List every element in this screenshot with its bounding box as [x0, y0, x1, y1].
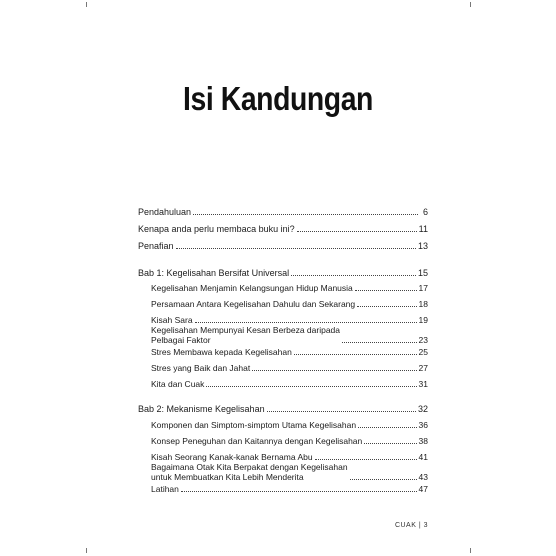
toc-entry-title: Stres yang Baik dan Jahat: [151, 363, 251, 373]
toc-entry-page: 38: [418, 436, 428, 446]
toc-entry-title: Kenapa anda perlu membaca buku ini?: [138, 224, 295, 234]
toc-entry[interactable]: [138, 203, 428, 217]
toc-entry-title: Latihan: [151, 484, 179, 494]
dot-leader: [267, 410, 416, 412]
crop-mark: [86, 2, 87, 7]
toc-entry-title: Stres Membawa kepada Kegelisahan: [151, 347, 292, 357]
toc-subentry[interactable]: [151, 458, 428, 482]
crop-mark: [470, 2, 471, 7]
toc-entry-title: Kisah Seorang Kanak-kanak Bernama Abu: [151, 452, 313, 462]
page-footer: CUAK | 3: [394, 522, 428, 529]
dot-leader: [297, 230, 417, 232]
dot-leader: [181, 490, 417, 492]
toc-subentry[interactable]: [151, 279, 428, 293]
dot-leader: [206, 385, 416, 387]
toc-subentry[interactable]: [151, 321, 428, 345]
crop-mark: [86, 548, 87, 553]
toc-entry-title: Konsep Peneguhan dan Kaitannya dengan Kegelisahan: [151, 436, 363, 446]
toc-entry-title-line2: Pelbagai Faktor: [151, 335, 211, 345]
dot-leader: [193, 213, 418, 215]
toc-entry-page: 18: [418, 299, 428, 309]
toc-entry[interactable]: [138, 237, 428, 251]
dot-leader: [364, 442, 416, 444]
toc-entry-page: 6: [422, 207, 428, 217]
toc-chapter[interactable]: [138, 264, 428, 278]
toc-entry-title: Komponen dan Simptom-simptom Utama Kegelisahan: [151, 420, 357, 430]
toc-entry-page: 25: [418, 347, 428, 357]
dot-leader: [355, 289, 417, 291]
toc-entry[interactable]: [138, 220, 428, 234]
toc-entry-page: 41: [418, 452, 428, 462]
toc-entry-title: Bab 2: Mekanisme Kegelisahan: [138, 404, 265, 414]
toc-entry-page: 47: [418, 484, 428, 494]
toc-subentry[interactable]: [151, 295, 428, 309]
toc-entry-title: Pendahuluan: [138, 207, 192, 217]
toc-subentry[interactable]: [151, 432, 428, 446]
toc-entry-title: Persamaan Antara Kegelisahan Dahulu dan Sekarang: [151, 299, 356, 309]
crop-mark: [470, 548, 471, 553]
toc-entry-page: 11: [418, 224, 428, 234]
toc-entry-title: Kegelisahan Menjamin Kelangsungan Hidup Manusia: [151, 283, 353, 293]
page-title: Isi Kandungan: [183, 80, 373, 117]
dot-leader: [294, 353, 417, 355]
toc-entry-page: 13: [417, 241, 428, 251]
toc-entry-page: 36: [418, 420, 428, 430]
dot-leader: [358, 426, 416, 428]
dot-leader: [176, 247, 416, 249]
toc-entry-page: 31: [418, 379, 428, 389]
toc-entry-title: Penafian: [138, 241, 174, 251]
toc-entry-title: Bagaimana Otak Kita Berpakat dengan Kegelisahan: [151, 462, 348, 472]
toc-subentry[interactable]: [151, 343, 428, 357]
dot-leader: [357, 305, 416, 307]
dot-leader: [291, 274, 416, 276]
toc-entry-page: 43: [418, 472, 428, 482]
toc-entry-page: 32: [417, 404, 428, 414]
toc-subentry[interactable]: [151, 359, 428, 373]
toc-subentry[interactable]: [151, 375, 428, 389]
toc-subentry[interactable]: [151, 416, 428, 430]
toc-entry-page: 19: [418, 315, 428, 325]
toc-chapter[interactable]: [138, 400, 428, 414]
toc-subentry[interactable]: [151, 480, 428, 494]
toc-entry-page: 17: [418, 283, 428, 293]
toc-entry-title: Bab 1: Kegelisahan Bersifat Universal: [138, 268, 290, 278]
toc-entry-title: Kisah Sara: [151, 315, 193, 325]
dot-leader: [252, 369, 416, 371]
toc-entry-title-line2: untuk Membuatkan Kita Lebih Menderita: [151, 472, 304, 482]
toc-entry-page: 15: [417, 268, 428, 278]
toc-entry-page: 27: [418, 363, 428, 373]
toc-entry-title: Kegelisahan Mempunyai Kesan Berbeza daripada: [151, 325, 341, 335]
toc-entry-title: Kita dan Cuak: [151, 379, 205, 389]
toc-entry-page: 23: [418, 335, 428, 345]
